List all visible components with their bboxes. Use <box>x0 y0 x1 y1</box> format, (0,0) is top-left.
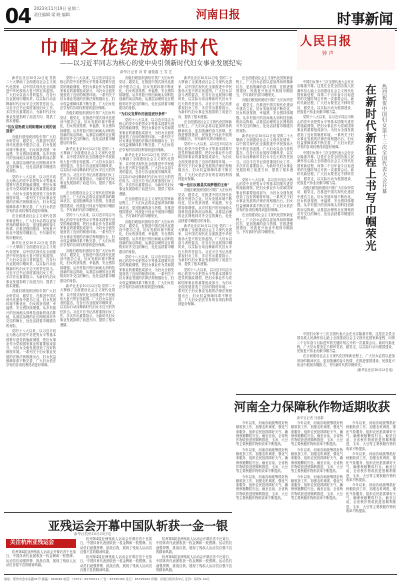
paragraph: 在全面建设社会主义现代化国家新征程上，广大妇女必将以更加昂扬的精神状态、更加饱满的奋斗热情，在推进强国建设、民族复兴伟业中展现巾帼担当，书写新时代的巾帼荣光。 <box>178 119 232 142</box>
lead-subhead: ——以习近平同志为核心的党中央引领新时代妇女事业发展纪实 <box>60 59 242 67</box>
paragraph: 各级妇联组织团结引领广大妇女听党话、跟党走，在推进中国式现代化建设中建功立业。妇女发展环境不断优化，妇女的获得感、幸福感、安全感持续增强。从乡村振兴的田间地头到科技创新的前沿阵地，从基层治理的社区网格到对外交往的舞台，处处活跃着巾帼建功的身影。 <box>6 289 56 328</box>
editor-line: 责任编辑 梁 晓 编辑 <box>34 12 70 17</box>
paragraph: 今年以来，河南各地统筹抓好秋粮收获工作，加强农机调度，强化气象服务，组织农民抢抓晴好天气，确保秋粮颗粒归仓。截至目前，全省秋作物收获进度顺利推进，玉米、大豆等主要秋粮作物机收率不断提高。 <box>236 474 288 501</box>
paragraph: 新华社北京10月22日电 党的二十大擘画了全面建设社会主义现代化国家、以中国式现代化全面推进中华民族伟大复兴的宏伟蓝图。广大妇女以奋斗者的姿态，在各行各业展现巾帼风采，以实际行动诠释新时代妇女半边天的责任担当。习近平总书记高度重视妇女工作，多次作出重要指示，为新时代妇女事业发展指明了前进方向、提供了根本遵循。 <box>60 283 115 327</box>
paragraph: 今年以来，河南各地统筹抓好秋粮收获工作，加强农机调度，强化气象服务，组织农民抢抓晴好天气，确保秋粮颗粒归仓。截至目前，全省秋作物收获进度顺利推进，玉米、大豆等主要秋粮作物机收率不断提高。 <box>346 452 396 482</box>
paragraph: 在全面建设社会主义现代化国家新征程上，广大妇女必将以更加昂扬的精神状态、更加饱满的奋斗热情，在推进强国建设、民族复兴伟业中展现巾帼担当，书写新时代的巾帼荣光。 <box>6 214 56 240</box>
paragraph: 在全面建设社会主义现代化国家新征程上，广大妇女必将以更加昂扬的精神状态、更加饱满的奋斗热情，在推进强国建设、民族复兴伟业中展现巾帼担当，书写新时代的巾帼荣光。 <box>119 197 174 219</box>
commentary-subheadline: 热烈祝贺中国妇女第十三次全国代表大会开幕 <box>381 84 387 194</box>
paragraph: 今年以来，河南各地统筹抓好秋粮收获工作，加强农机调度，强化气象服务，组织农民抢抓晴好天气，确保秋粮颗粒归仓。截至目前，全省秋作物收获进度顺利推进，玉米、大豆等主要秋粮作物机收率不断提高。 <box>236 447 288 474</box>
page-number: 04 <box>5 4 31 28</box>
section-title: 时事新闻 <box>337 12 393 28</box>
lead-column-4 <box>178 76 232 510</box>
commentary-column-2 <box>297 332 395 390</box>
paragraph: 新华社北京10月22日电 党的二十大擘画了全面建设社会主义现代化国家、以中国式现代化全面推进中华民族伟大复兴的宏伟蓝图。广大妇女以奋斗者的姿态，在各行各业展现巾帼风采，以实际行动诠释新时代妇女半边天的责任担当。习近平总书记高度重视妇女工作，多次作出重要指示，为新时代妇女事业发展指明了前进方向、提供了根本遵循。 <box>6 240 56 288</box>
paragraph: 党的十八大以来，以习近平同志为核心的党中央把男女平等基本国策写进党的施政纲领，把妇女事业作为党和国家事业的重要组成部分，为妇女全面发展营造了良好的制度环境。一系列关于妇女事业发展的法律法规相继出台，妇女权益保障体系不断完善，广大妇女依法享有的各项权利得到更好保障。 <box>60 213 115 248</box>
paragraph: 党的十八大以来，以习近平同志为核心的党中央把男女平等基本国策写进党的施政纲领，把妇女事业作为党和国家事业的重要组成部分，为妇女全面发展营造了良好的制度环境。一系列关于妇女事业发展的法律法规相继出台，妇女权益保障体系不断完善，广大妇女依法享有的各项权利得到更好保障。 <box>119 117 174 152</box>
paragraph: 党的十八大以来，以习近平同志为核心的党中央把男女平等基本国策写进党的施政纲领，把妇女事业作为党和国家事业的重要组成部分，为妇女全面发展营造了良好的制度环境。一系列关于妇女事业发展的法律法规相继出台，妇女权益保障体系不断完善，广大妇女依法享有的各项权利得到更好保障。 <box>297 115 354 150</box>
commentary-tag: 钟 声 <box>322 51 334 57</box>
paragraph: 党的十八大以来，以习近平同志为核心的党中央把男女平等基本国策写进党的施政纲领，把妇女事业作为党和国家事业的重要组成部分，为妇女全面发展营造了良好的制度环境。一系列关于妇女事业发展的法律法规相继出台，妇女权益保障体系不断完善，广大妇女依法享有的各项权利得到更好保障。 <box>6 174 56 213</box>
footer-info: 地址：郑州市金水东路21号 邮编：450046 电话：（0371）65795111 广告：65795165 发行：65795062 印刷：河南日报印务中心 定价：每份1.40元 <box>4 574 397 581</box>
lead-column-3 <box>119 76 174 510</box>
date-line: 2023年11月19日 星期二 <box>34 6 80 11</box>
lead-section-heading-3: “每一位妇女都是实现梦想的主角” <box>178 182 230 187</box>
paragraph: 党的十八大以来，以习近平同志为核心的党中央把男女平等基本国策写进党的施政纲领，把妇女事业作为党和国家事业的重要组成部分，为妇女全面发展营造了良好的制度环境。一系列关于妇女事业发展的法律法规相继出台，妇女权益保障体系不断完善，广大妇女依法享有的各项权利得到更好保障。 <box>178 267 232 307</box>
lead-headline: 巾帼之花绽放新时代 <box>40 38 220 59</box>
story2-column-2 <box>291 421 343 571</box>
paragraph: 党的十八大以来，以习近平同志为核心的党中央把男女平等基本国策写进党的施政纲领，把妇女事业作为党和国家事业的重要组成部分，为妇女全面发展营造了良好的制度环境。一系列关于妇女事业发展的法律法规相继出台，妇女权益保障体系不断完善，广大妇女依法享有的各项权利得到更好保障。 <box>6 328 56 368</box>
paragraph: 党的十八大以来，以习近平同志为核心的党中央把男女平等基本国策写进党的施政纲领，把妇女事业作为党和国家事业的重要组成部分，为妇女全面发展营造了良好的制度环境。一系列关于妇女事业发展的法律法规相继出台，妇女权益保障体系不断完善，广大妇女依法享有的各项权利得到更好保障。 <box>236 177 293 212</box>
lead-section-heading-2: “为妇女发挥作用创造更好条件” <box>119 111 167 116</box>
paragraph: 新华社北京10月22日电 党的二十大擘画了全面建设社会主义现代化国家、以中国式现代化全面推进中华民族伟大复兴的宏伟蓝图。广大妇女以奋斗者的姿态，在各行各业展现巾帼风采，以实际行动诠释新时代妇女半边天的责任担当。习近平总书记高度重视妇女工作，多次作出重要指示，为新时代妇女事业发展指明了前进方向、提供了根本遵循。 <box>6 76 56 123</box>
story3-column-3 <box>156 537 232 572</box>
paragraph: 在全面建设社会主义现代化国家新征程上，广大妇女必将以更加昂扬的精神状态、更加饱满的奋斗热情，在推进强国建设、民族复兴伟业中展现巾帼担当，书写新时代的巾帼荣光。 <box>60 190 115 212</box>
story3-byline: 新华社杭州10月23日电 <box>74 532 111 536</box>
paragraph: 今年以来，河南各地统筹抓好秋粮收获工作，加强农机调度，强化气象服务，组织农民抢抓晴好天气，确保秋粮颗粒归仓。截至目前，全省秋作物收获进度顺利推进，玉米、大豆等主要秋粮作物机收率不断提高。 <box>291 447 343 474</box>
story2-column-3 <box>346 421 396 571</box>
newspaper-logo: 人民日报 <box>300 34 353 48</box>
commentary-source-note: （新华社北京10月23日电） <box>355 368 395 373</box>
lead-byline: 新华社记者 刘 菁 潘德鑫 王 雪 艺 <box>120 70 173 74</box>
story2-column-1 <box>236 421 288 571</box>
paragraph: 中国妇女第十三次全国代表大会在北京隆重开幕。这是在全党全国各族人民满怀信心踏上全面建设社会主义现代化国家新征程、向第二个百年奋斗目标进军的关键时刻召开的一次重要会议。新时代新征程，广大妇女要坚定不移听党话、跟党走，以实际行动为强国建设、民族复兴伟业贡献巾帼力量。 <box>297 150 354 185</box>
paragraph: 今年以来，河南各地统筹抓好秋粮收获工作，加强农机调度，强化气象服务，组织农民抢抓晴好天气，确保秋粮颗粒归仓。截至目前，全省秋作物收获进度顺利推进，玉米、大豆等主要秋粮作物机收率不断提高。 <box>346 421 396 451</box>
story3-column-2 <box>80 537 152 572</box>
paragraph: 今年以来，河南各地统筹抓好秋粮收获工作，加强农机调度，强化气象服务，组织农民抢抓晴好天气，确保秋粮颗粒归仓。截至目前，全省秋作物收获进度顺利推进，玉米、大豆等主要秋粮作物机收率不断提高。 <box>291 421 343 447</box>
lead-column-1 <box>6 76 56 510</box>
paragraph: 各级妇联组织团结引领广大妇女听党话、跟党走，在推进中国式现代化建设中建功立业。妇女发展环境不断优化，妇女的获得感、幸福感、安全感持续增强。从乡村振兴的田间地头到科技创新的前沿阵地，从基层治理的社区网格到对外交往的舞台，处处活跃着巾帼建功的身影。 <box>60 248 115 283</box>
paragraph: 新华社北京10月22日电 党的二十大擘画了全面建设社会主义现代化国家、以中国式现代化全面推进中华民族伟大复兴的宏伟蓝图。广大妇女以奋斗者的姿态，在各行各业展现巾帼风采，以实际行动诠释新时代妇女半边天的责任担当。习近平总书记高度重视妇女工作，多次作出重要指示，为新时代妇女事业发展指明了前进方向、提供了根本遵循。 <box>60 146 115 190</box>
paragraph: 杭州第4届亚洲残疾人运动会开幕后首个比赛日，中国体育代表团收获一枚金牌和一枚银牌。运动员们顽强拼搏、挑战自我，展现了残疾人运动员自强不息的精神风貌。 <box>80 537 152 554</box>
paragraph: 杭州第4届亚洲残疾人运动会开幕后首个比赛日，中国体育代表团收获一枚金牌和一枚银牌。运动员们顽强拼搏、挑战自我，展现了残疾人运动员自强不息的精神风貌。 <box>80 555 152 572</box>
paragraph: 在全面建设社会主义现代化国家新征程上，广大妇女必将以更加昂扬的精神状态、更加饱满的奋斗热情，在推进强国建设、民族复兴伟业中展现巾帼担当，书写新时代的巾帼荣光。 <box>236 213 293 235</box>
story3-headline: 亚残运会开幕中国队斩获一金一银 <box>48 519 229 533</box>
masthead-logo: 河南日报 <box>196 8 240 21</box>
commentary-column-1 <box>297 80 354 330</box>
paragraph: 党的十八大以来，以习近平同志为核心的党中央把男女平等基本国策写进党的施政纲领，把妇女事业作为党和国家事业的重要组成部分，为妇女全面发展营造了良好的制度环境。一系列关于妇女事业发展的法律法规相继出台，妇女权益保障体系不断完善，广大妇女依法享有的各项权利得到更好保障。 <box>119 254 174 289</box>
paragraph: 中国妇女第十三次全国代表大会在北京隆重开幕。这是在全党全国各族人民满怀信心踏上全面建设社会主义现代化国家新征程、向第二个百年奋斗目标进军的关键时刻召开的一次重要会议。新时代新征程，广大妇女要坚定不移听党话、跟党走，以实际行动为强国建设、民族复兴伟业贡献巾帼力量。 <box>297 80 354 115</box>
paragraph: 各级妇联组织团结引领广大妇女听党话、跟党走，在推进中国式现代化建设中建功立业。妇女发展环境不断优化，妇女的获得感、幸福感、安全感持续增强。从乡村振兴的田间地头到科技创新的前沿阵地，从基层治理的社区网格到对外交往的舞台，处处活跃着巾帼建功的身影。 <box>178 188 232 223</box>
section-divider <box>236 394 396 395</box>
paragraph: 新华社北京10月22日电 党的二十大擘画了全面建设社会主义现代化国家、以中国式现代化全面推进中华民族伟大复兴的宏伟蓝图。广大妇女以奋斗者的姿态，在各行各业展现巾帼风采，以实际行动诠释新时代妇女半边天的责任担当。习近平总书记高度重视妇女工作，多次作出重要指示，为新时代妇女事业发展指明了前进方向、提供了根本遵循。 <box>178 76 232 119</box>
paragraph: 各级妇联组织团结引领广大妇女听党话、跟党走，在推进中国式现代化建设中建功立业。妇女发展环境不断优化，妇女的获得感、幸福感、安全感持续增强。从乡村振兴的田间地头到科技创新的前沿阵地，从基层治理的社区网格到对外交往的舞台，处处活跃着巾帼建功的身影。 <box>60 111 115 146</box>
paragraph: 新华社北京10月22日电 党的二十大擘画了全面建设社会主义现代化国家、以中国式现代化全面推进中华民族伟大复兴的宏伟蓝图。广大妇女以奋斗者的姿态，在各行各业展现巾帼风采，以实际行动诠释新时代妇女半边天的责任担当。习近平总书记高度重视妇女工作，多次作出重要指示，为新时代妇女事业发展指明了前进方向、提供了根本遵循。 <box>236 133 293 177</box>
paragraph: 中国妇女第十三次全国代表大会在北京隆重开幕。这是在全党全国各族人民满怀信心踏上全面建设社会主义现代化国家新征程、向第二个百年奋斗目标进军的关键时刻召开的一次重要会议。新时代新征程，广大妇女要坚定不移听党话、跟党走，以实际行动为强国建设、民族复兴伟业贡献巾帼力量。 <box>297 332 395 354</box>
paragraph: 杭州第4届亚洲残疾人运动会开幕后首个比赛日，中国体育代表团收获一枚金牌和一枚银牌。运动员们顽强拼搏、挑战自我，展现了残疾人运动员自强不息的精神风貌。 <box>6 550 76 567</box>
paragraph: 各级妇联组织团结引领广大妇女听党话、跟党走，在推进中国式现代化建设中建功立业。妇女发展环境不断优化，妇女的获得感、幸福感、安全感持续增强。从乡村振兴的田间地头到科技创新的前沿阵地，从基层治理的社区网格到对外交往的舞台，处处活跃着巾帼建功的身影。 <box>236 98 293 133</box>
story3-column-1 <box>6 550 76 572</box>
paragraph: 杭州第4届亚洲残疾人运动会开幕后首个比赛日，中国体育代表团收获一枚金牌和一枚银牌。运动员们顽强拼搏、挑战自我，展现了残疾人运动员自强不息的精神风貌。 <box>156 537 232 554</box>
paragraph: 在全面建设社会主义现代化国家新征程上，广大妇女必将以更加昂扬的精神状态、更加饱满的奋斗热情，在推进强国建设、民族复兴伟业中展现巾帼担当，书写新时代的巾帼荣光。 <box>297 354 395 368</box>
lead-section-heading-1: “妇女是物质文明和精神文明的创造者” <box>6 124 56 134</box>
paragraph: 各级妇联组织团结引领广大妇女听党话、跟党走，在推进中国式现代化建设中建功立业。妇女发展环境不断优化，妇女的获得感、幸福感、安全感持续增强。从乡村振兴的田间地头到科技创新的前沿阵地，从基层治理的社区网格到对外交往的舞台，处处活跃着巾帼建功的身影。 <box>119 76 174 111</box>
paragraph: 在全面建设社会主义现代化国家新征程上，广大妇女必将以更加昂扬的精神状态、更加饱满的奋斗热情，在推进强国建设、民族复兴伟业中展现巾帼担当，书写新时代的巾帼荣光。 <box>236 76 293 98</box>
paragraph: 今年以来，河南各地统筹抓好秋粮收获工作，加强农机调度，强化气象服务，组织农民抢抓晴好天气，确保秋粮颗粒归仓。截至目前，全省秋作物收获进度顺利推进，玉米、大豆等主要秋粮作物机收率不断提高。 <box>291 474 343 501</box>
lead-column-2 <box>60 76 115 510</box>
paragraph: 杭州第4届亚洲残疾人运动会开幕后首个比赛日，中国体育代表团收获一枚金牌和一枚银牌。运动员们顽强拼搏、挑战自我，展现了残疾人运动员自强不息的精神风貌。 <box>156 555 232 572</box>
section-divider-2 <box>4 512 232 513</box>
paragraph: 新华社北京10月22日电 党的二十大擘画了全面建设社会主义现代化国家、以中国式现代化全面推进中华民族伟大复兴的宏伟蓝图。广大妇女以奋斗者的姿态，在各行各业展现巾帼风采，以实际行动诠释新时代妇女半边天的责任担当。习近平总书记高度重视妇女工作，多次作出重要指示，为新时代妇女事业发展指明了前进方向、提供了根本遵循。 <box>119 153 174 196</box>
paragraph: 党的十八大以来，以习近平同志为核心的党中央把男女平等基本国策写进党的施政纲领，把妇女事业作为党和国家事业的重要组成部分，为妇女全面发展营造了良好的制度环境。一系列关于妇女事业发展的法律法规相继出台，妇女权益保障体系不断完善，广大妇女依法享有的各项权利得到更好保障。 <box>178 142 232 181</box>
story2-byline: 新华社记者 马意翀 <box>297 416 324 420</box>
paragraph: 今年以来，河南各地统筹抓好秋粮收获工作，加强农机调度，强化气象服务，组织农民抢抓晴好天气，确保秋粮颗粒归仓。截至目前，全省秋作物收获进度顺利推进，玉米、大豆等主要秋粮作物机收率不断提高。 <box>346 483 396 513</box>
story2-headline: 河南全力保障秋作物适期收获 <box>234 400 391 414</box>
paragraph: 各级妇联组织团结引领广大妇女听党话、跟党走，在推进中国式现代化建设中建功立业。妇女发展环境不断优化，妇女的获得感、幸福感、安全感持续增强。从乡村振兴的田间地头到科技创新的前沿阵地，从基层治理的社区网格到对外交往的舞台，处处活跃着巾帼建功的身影。 <box>119 219 174 254</box>
paragraph: 党的十八大以来，以习近平同志为核心的党中央把男女平等基本国策写进党的施政纲领，把妇女事业作为党和国家事业的重要组成部分，为妇女全面发展营造了良好的制度环境。一系列关于妇女事业发展的法律法规相继出台，妇女权益保障体系不断完善，广大妇女依法享有的各项权利得到更好保障。 <box>60 76 115 111</box>
paragraph: 今年以来，河南各地统筹抓好秋粮收获工作，加强农机调度，强化气象服务，组织农民抢抓晴好天气，确保秋粮颗粒归仓。截至目前，全省秋作物收获进度顺利推进，玉米、大豆等主要秋粮作物机收率不断提高。 <box>236 421 288 447</box>
paragraph: 各级妇联组织团结引领广大妇女听党话、跟党走，在推进中国式现代化建设中建功立业。妇女发展环境不断优化，妇女的获得感、幸福感、安全感持续增强。从乡村振兴的田间地头到科技创新的前沿阵地，从基层治理的社区网格到对外交往的舞台，处处活跃着巾帼建功的身影。 <box>297 186 354 221</box>
header-divider <box>4 28 397 29</box>
lead-column-5 <box>236 76 293 392</box>
paragraph: 各级妇联组织团结引领广大妇女听党话、跟党走，在推进中国式现代化建设中建功立业。妇女发展环境不断优化，妇女的获得感、幸福感、安全感持续增强。从乡村振兴的田间地头到科技创新的前沿阵地，从基层治理的社区网格到对外交往的舞台，处处活跃着巾帼建功的身影。 <box>6 134 56 174</box>
commentary-headline: 在新时代新征程上书写巾帼荣光 <box>364 84 377 252</box>
topic-label: 关注杭州亚残运会 <box>6 539 76 548</box>
paragraph: 新华社北京10月22日电 党的二十大擘画了全面建设社会主义现代化国家、以中国式现代化全面推进中华民族伟大复兴的宏伟蓝图。广大妇女以奋斗者的姿态，在各行各业展现巾帼风采，以实际行动诠释新时代妇女半边天的责任担当。习近平总书记高度重视妇女工作，多次作出重要指示，为新时代妇女事业发展指明了前进方向、提供了根本遵循。 <box>178 223 232 267</box>
